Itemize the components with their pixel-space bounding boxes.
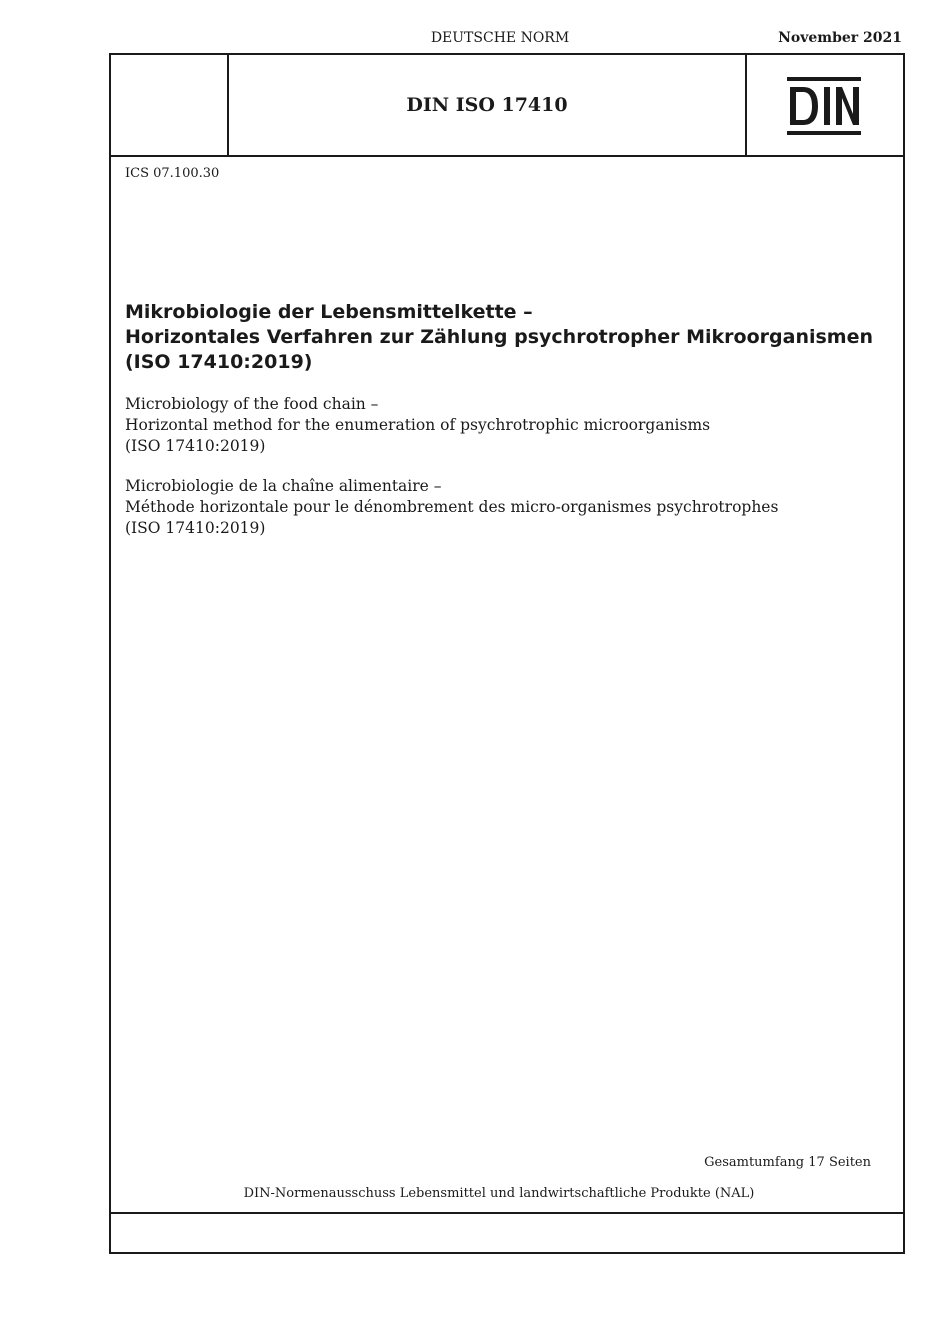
logo-cell — [745, 55, 905, 155]
title-german-line-1: Mikrobiologie der Lebensmittelkette – — [125, 301, 533, 323]
title-french — [125, 476, 885, 539]
title-french-line-2: Méthode horizontale pour le dénombrement des micro-organismes psychrotrophes — [125, 498, 779, 516]
title-german — [125, 300, 885, 375]
title-french-line-3: (ISO 17410:2019) — [125, 519, 266, 537]
standard-number: DIN ISO 17410 — [406, 94, 568, 116]
title-page-frame — [109, 53, 905, 1254]
publication-date: November 2021 — [778, 30, 902, 46]
document-type-label: DEUTSCHE NORM — [430, 30, 570, 46]
din-logo — [787, 77, 861, 135]
total-pages: Gesamtumfang 17 Seiten — [704, 1155, 871, 1170]
title-english — [125, 394, 885, 457]
title-english-line-1: Microbiology of the food chain – — [125, 395, 379, 413]
standards-committee: DIN-Normenausschuss Lebensmittel und landwirtschaftliche Produkte (NAL) — [243, 1186, 755, 1201]
title-english-line-2: Horizontal method for the enumeration of psychrotrophic microorganisms — [125, 416, 711, 434]
title-english-line-3: (ISO 17410:2019) — [125, 437, 266, 455]
header-row — [111, 55, 903, 157]
bottom-divider — [111, 1212, 903, 1214]
title-french-line-1: Microbiologie de la chaîne alimentaire – — [125, 477, 442, 495]
header-empty-cell — [111, 55, 229, 155]
ics-code: ICS 07.100.30 — [125, 166, 220, 181]
title-german-line-3: (ISO 17410:2019) — [125, 351, 313, 373]
title-german-line-2: Horizontales Verfahren zur Zählung psychrotropher Mikroorganismen — [125, 326, 874, 348]
